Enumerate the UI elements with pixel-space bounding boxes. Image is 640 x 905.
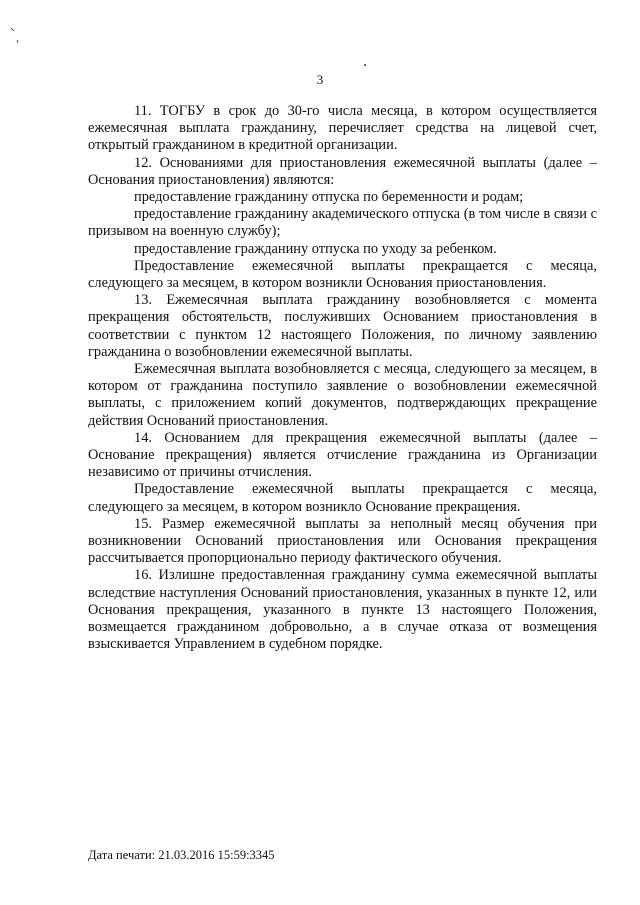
page-number: 3 — [316, 72, 324, 87]
paragraph-12-item-3: предоставление гражданину отпуска по уходу за ребенком. — [134, 240, 497, 257]
paragraph-16: 16. Излишне предоставленная гражданину сумма ежемесячной выплаты вследствие наступления Оснований приостановления, указанных в пункте 12, или Основания прекращения, указанного в пункте 13 настоящего Положения, возмещается гражданином добровольно, а в случае отказа от возмещения взыскивается Управлением в судебном порядке. — [88, 567, 597, 653]
paragraph-12: 12. Основаниями для приостановления ежемесячной выплаты (далее – Основания приостановления) являются: — [88, 154, 597, 188]
print-date-footer: Дата печати: 21.03.2016 15:59:3345 — [88, 848, 275, 862]
speck — [364, 64, 366, 66]
paragraph-12-item-1: предоставление гражданину отпуска по беременности и родам; — [134, 189, 524, 206]
paragraph-13-resume: Ежемесячная выплата возобновляется с месяца, следующего за месяцем, в котором от гражданина поступило заявление о возобновлении ежемесячной выплаты, с приложением копий документов, подтверждающих прекращение действия Оснований приостановления. — [88, 361, 597, 429]
paragraph-12-termination: Предоставление ежемесячной выплаты прекращается с месяца, следующего за месяцем, в котором возникли Основания приостановления. — [88, 257, 597, 292]
paragraph-11: 11. ТОГБУ в срок до 30-го числа месяца, в котором осуществляется ежемесячная выплата гражданину, перечисляет средства на лицевой счет, открытый гражданином в кредитной организации. — [88, 103, 597, 154]
paragraph-13: 13. Ежемесячная выплата гражданину возобновляется с момента прекращения обстоятельств, послуживших Основанием приостановления в соответствии с пунктом 12 настоящего Положения, по личному заявлению гражданина о возобновлении ежемесячной выплаты. — [88, 292, 597, 360]
paragraph-12-item-2: предоставление гражданину академического отпуска (в том числе в связи с призывом на военную службу); — [88, 206, 597, 240]
paragraph-14-termination: Предоставление ежемесячной выплаты прекращается с месяца, следующего за месяцем, в котором возникло Основание прекращения. — [88, 481, 597, 515]
scan-mark — [10, 26, 22, 46]
paragraph-15: 15. Размер ежемесячной выплаты за неполный месяц обучения при возникновении Оснований приостановления или Основания прекращения рассчитывается пропорционально периоду фактического обучения. — [88, 515, 597, 567]
paragraph-14: 14. Основанием для прекращения ежемесячной выплаты (далее – Основание прекращения) является отчисление гражданина из Организации независимо от причины отчисления. — [88, 429, 597, 481]
document-body — [88, 103, 597, 654]
